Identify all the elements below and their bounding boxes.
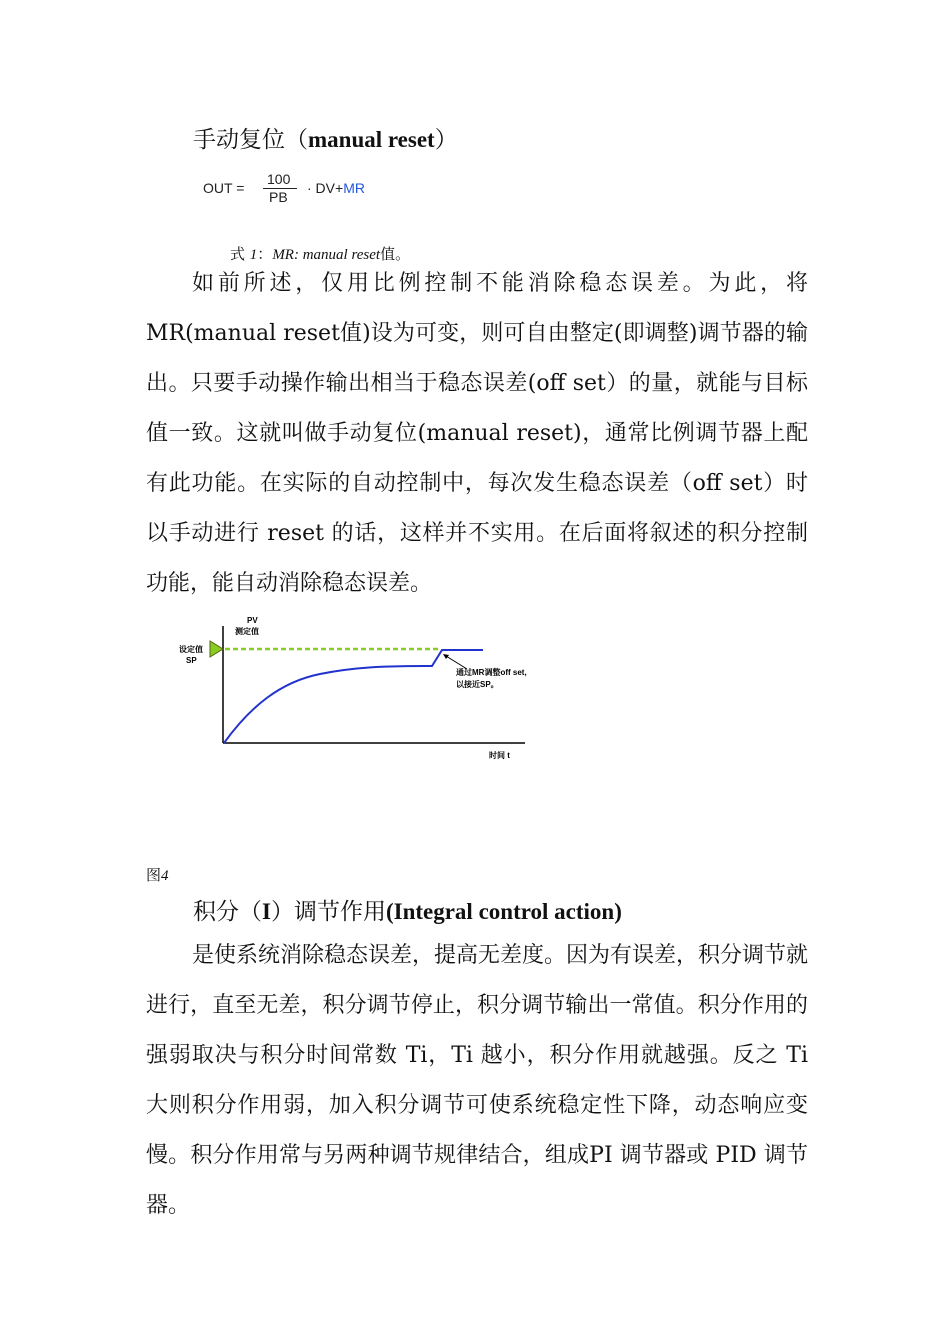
- formula-caption-colon: ：: [257, 245, 273, 263]
- paragraph-2-text: 是使系统消除稳态误差，提高无差度。因为有误差，积分调节就进行，直至无差，积分调节停止，积分调节输出一常值。积分作用的强弱取决与积分时间常数 Ti，Ti 越小，积分作用就越强。反之 Ti 大则积分作用弱，加入积分调节可使系统稳定性下降，动态响应变慢。积分作用常与另两种调节规律结合，组成PI 调节器或 PID 调节器。: [146, 943, 809, 1218]
- formula-rhs: [307, 180, 365, 196]
- annotation-line-2: 以接近SP。: [456, 680, 499, 689]
- formula-caption-suffix: 值。: [380, 245, 411, 263]
- heading2-i: I: [262, 899, 271, 924]
- y-label-pv: PV: [247, 616, 258, 625]
- paragraph-manual-reset: [146, 259, 808, 609]
- heading-en: manual reset: [308, 127, 435, 152]
- section-heading-manual-reset: [193, 121, 458, 154]
- sp-label-sp: SP: [186, 656, 197, 665]
- formula-denominator: PB: [269, 189, 288, 205]
- figure-pv-response: [170, 612, 570, 776]
- heading2-en: (Integral control action): [385, 899, 622, 924]
- sp-label-cn: 设定值: [179, 645, 203, 654]
- paragraph-integral: [146, 931, 808, 1231]
- formula-lhs: OUT =: [203, 180, 245, 196]
- formula-numerator: 100: [267, 171, 291, 187]
- section-heading-integral: [193, 893, 622, 926]
- figure-caption: [146, 864, 169, 885]
- formula-caption-number: 1: [249, 247, 258, 263]
- sp-marker-icon: [210, 641, 223, 657]
- figure-caption-prefix: 图: [146, 866, 162, 884]
- formula: [203, 170, 403, 210]
- heading-cn: 手动复位（: [193, 127, 308, 153]
- y-label-measured: 测定值: [235, 627, 259, 636]
- arrow-head-icon: [443, 654, 449, 659]
- heading2-cn: 积分（: [193, 899, 262, 925]
- paragraph-1-text: 如前所述，仅用比例控制不能消除稳态误差。为此，将MR(manual reset值)设为可变，则可自由整定(即调整)调节器的输出。只要手动操作输出相当于稳态误差(off set）的量，就能与目标值一致。这就叫做手动复位(manual reset)，通常比例调节器上配有此功能。在实际的自动控制中，每次发生稳态误差（off set）时以手动进行 reset 的话，这样并不实用。在后面将叙述的积分控制功能，能自动消除稳态误差。: [146, 271, 808, 596]
- x-label-time: 时间 t: [489, 751, 510, 760]
- formula-mr: MR: [343, 180, 365, 196]
- pv-curve: [224, 650, 483, 743]
- formula-caption-prefix: 式: [230, 245, 246, 263]
- formula-caption-text: MR: manual reset: [272, 247, 381, 263]
- pv-chart: [170, 612, 570, 772]
- annotation-line-1: 通过MR调整off set,: [456, 668, 527, 677]
- formula-rhs-prefix: · DV+: [307, 180, 344, 196]
- heading2-mid: ）调节作用: [270, 899, 386, 925]
- figure-caption-number: 4: [161, 868, 169, 884]
- heading-close: ）: [434, 127, 458, 153]
